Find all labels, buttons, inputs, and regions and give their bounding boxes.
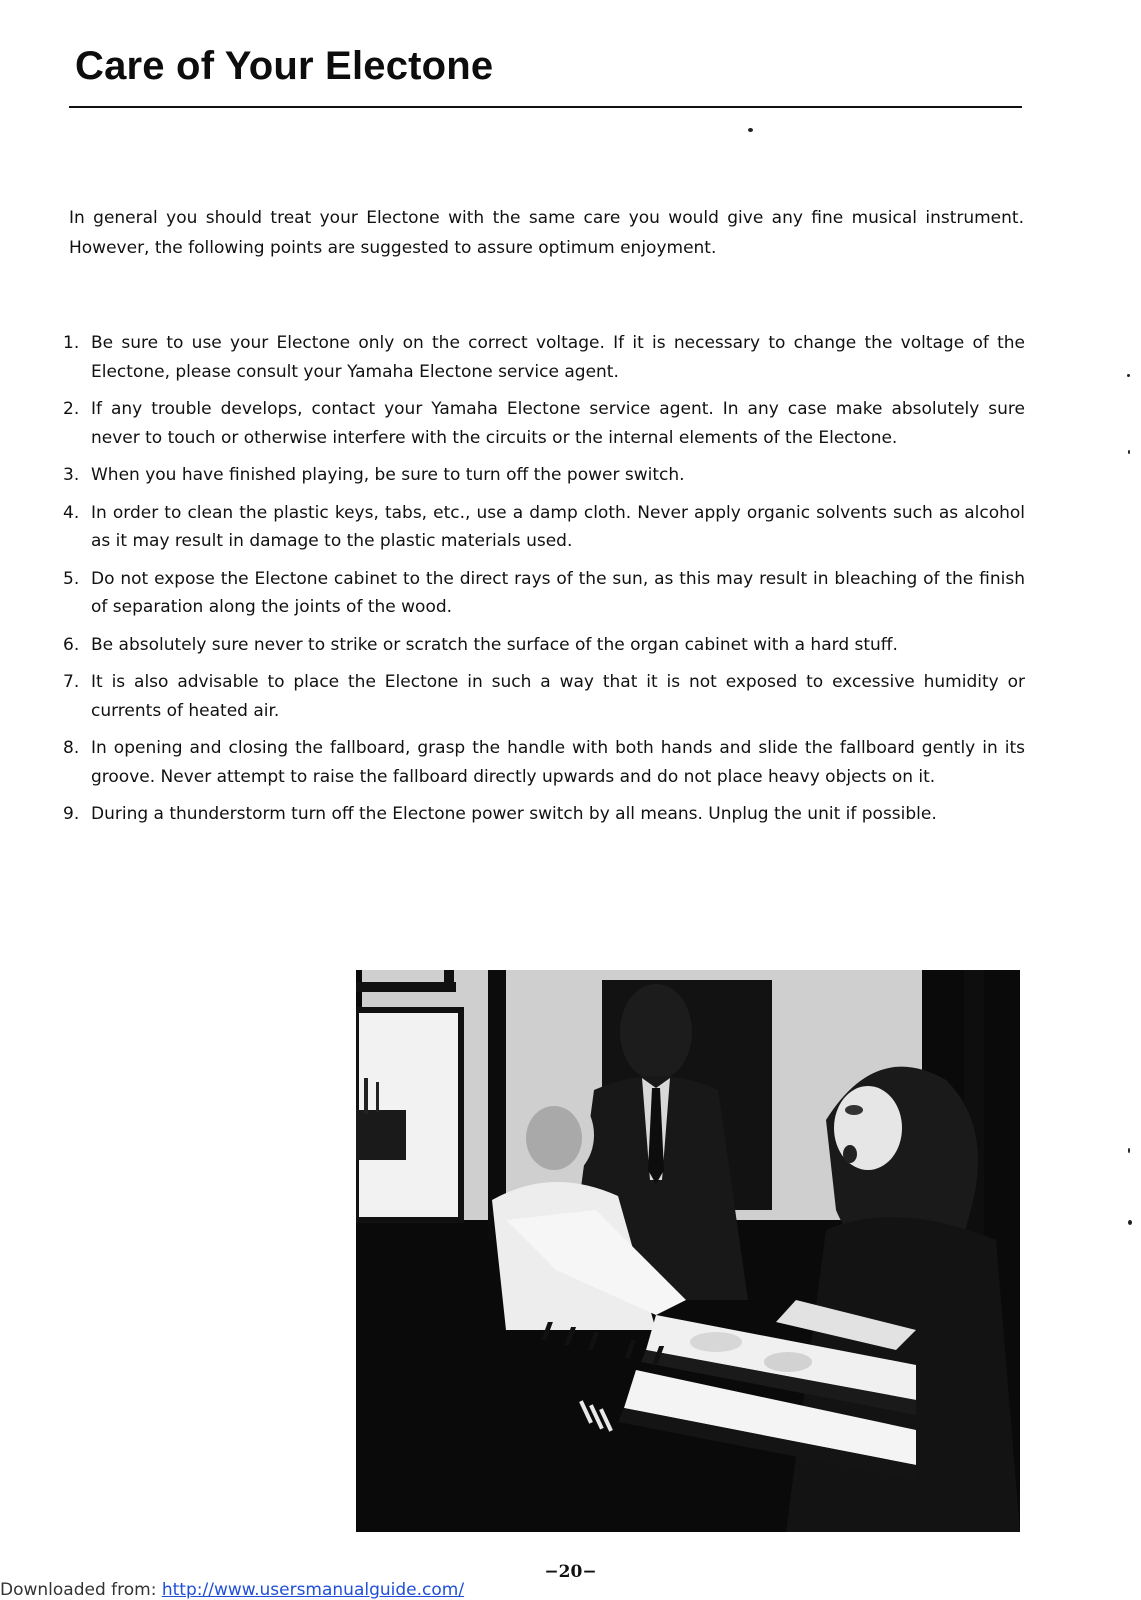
list-item [63,499,1025,556]
scan-speck [748,128,753,132]
item-text: Be absolutely sure never to strike or scratch the surface of the organ cabinet with a hard stuff. [91,634,898,655]
item-text: Do not expose the Electone cabinet to the direct rays of the sun, as this may result in bleaching of the finish of separation along the joints of the wood. [91,568,1025,617]
list-item [63,668,1025,725]
scan-speck [1128,1220,1132,1225]
page-number: −20− [544,1562,597,1582]
item-number: 9. [63,804,80,824]
list-item [63,461,1025,490]
list-item [63,565,1025,622]
intro-paragraph: In general you should treat your Electone with the same care you would give any fine musical instrument. However, the following points are suggested to assure optimum enjoyment. [69,208,1024,258]
item-number: 2. [63,399,80,419]
scan-speck [1127,374,1130,377]
footer-prefix: Downloaded from: [0,1580,162,1600]
page-title: Care of Your Electone [75,44,494,88]
list-item [63,395,1025,452]
item-number: 7. [63,672,80,692]
item-number: 5. [63,568,80,589]
list-item [63,800,1025,829]
list-item [63,329,1025,386]
item-text: During a thunderstorm turn off the Electone power switch by all means. Unplug the unit if possible. [91,804,937,824]
item-number: 1. [63,333,80,353]
item-text: In order to clean the plastic keys, tabs, etc., use a damp cloth. Never apply organic solvents such as alcohol as it may result in damage to the plastic materials used. [91,502,1025,551]
item-text: Be sure to use your Electone only on the correct voltage. If it is necessary to change the voltage of the Electone, please consult your Yamaha Electone service agent. [91,333,1025,382]
scan-speck [1128,450,1130,454]
organ-players-photo [356,970,1020,1532]
item-number: 6. [63,634,80,655]
scan-speck [1128,1148,1130,1153]
item-text: It is also advisable to place the Electone in such a way that it is not exposed to excessive humidity or currents of heated air. [91,672,1025,721]
item-text: In opening and closing the fallboard, grasp the handle with both hands and slide the fallboard gently in its groove. Never attempt to raise the fallboard directly upwards and do not place heavy objects on it. [91,738,1025,787]
item-text: If any trouble develops, contact your Yamaha Electone service agent. In any case make absolutely sure never to touch or otherwise interfere with the circuits or the internal elements of the Electone. [91,399,1025,448]
download-footer [0,1580,464,1600]
title-divider [69,106,1022,108]
item-text: When you have finished playing, be sure to turn off the power switch. [91,465,685,485]
item-number: 3. [63,465,80,485]
source-link[interactable]: http://www.usersmanualguide.com/ [161,1580,465,1600]
care-instructions-list [63,329,1025,838]
list-item [63,631,1025,660]
item-number: 4. [63,502,80,523]
list-item [63,734,1025,791]
item-number: 8. [63,738,80,758]
